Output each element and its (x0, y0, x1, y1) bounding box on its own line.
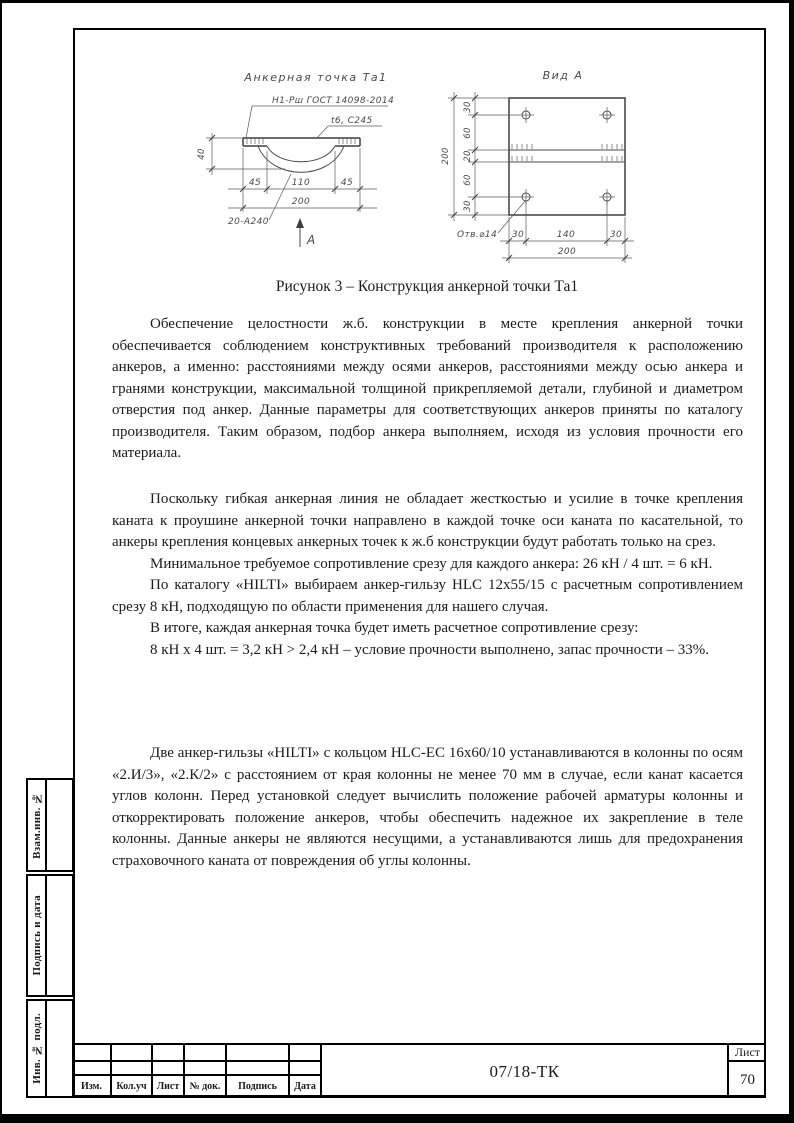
document-code: 07/18-ТК (489, 1061, 560, 1081)
plate-face (509, 98, 625, 215)
margin-box-label-col (28, 780, 47, 870)
paragraph: Поскольку гибкая анкерная линия не обладает жесткостью и усилие в точке крепления каната к проушине анкерной точки направлено в каждой точке оси каната по касательной, то анкеры крепления концевых анкерных точек к ж.б конструкции будут работать только на срез. (112, 491, 743, 550)
col-koluch: Кол.уч (112, 1076, 153, 1096)
margin-box-label-col (28, 1001, 47, 1096)
rebar-loop (258, 146, 344, 172)
dim-v-200: 200 (441, 147, 451, 165)
dim-v-30b: 30 (463, 200, 473, 212)
dim-h-140: 140 (556, 230, 576, 240)
hole-spec-label: Отв.⌀14 (457, 230, 498, 240)
dim-45-left: 45 (248, 178, 262, 188)
col-izm: Изм. (73, 1076, 112, 1096)
dim-200: 200 (291, 197, 311, 207)
revision-row-empty (73, 1045, 322, 1062)
paragraph: По каталогу «HILTI» выбираем анкер-гильзу HLC 12х55/15 с расчетным сопротивлением срезу 8 кН, подходящую по области применения для нашего случая. (112, 577, 743, 615)
dim-h-30a: 30 (511, 230, 525, 240)
view-a-drawing (432, 63, 684, 268)
paragraph: Две анкер-гильзы «HILTI» с кольцом HLC-EC 16х60/10 устанавливаются в колонны по осям «2.И/3», «2.К/2» с расстоянием от края колонны не менее 70 мм в случае, если канат касается углов колонн. Перед установкой следует вычислить положение рабочей арматуры колонны и откорректировать положение анкеров, чтобы обеспечить надежное их закрепление в теле колонны. Данные анкеры не являются несущими, а устанавливаются лишь для предохранения страховочного каната от повреждения об углы колонны. (112, 745, 743, 869)
margin-box-vzam-inv (26, 778, 74, 872)
rebar-spec-label: 20-А240 (228, 217, 269, 227)
left-drawing-title: Анкерная точка Та1 (244, 71, 388, 84)
dim-45-right: 45 (340, 178, 354, 188)
margin-box-podpis-data (26, 874, 74, 997)
paragraph-block-3 (112, 743, 743, 872)
col-list: Лист (153, 1076, 185, 1096)
col-data: Дата (290, 1076, 322, 1096)
anchor-point-ta1-drawing (190, 63, 418, 258)
margin-box-inv-podl (26, 999, 74, 1098)
dim-v-30a: 30 (463, 101, 473, 113)
view-arrow (296, 218, 304, 247)
title-block (73, 1043, 766, 1098)
dim-v-60b: 60 (463, 174, 473, 186)
col-podpis: Подпись (227, 1076, 290, 1096)
title-block-revision-table (73, 1045, 322, 1098)
dim-h-30b: 30 (609, 230, 623, 240)
dim-depth-lines (206, 133, 285, 175)
podpis-data-label: Подпись и дата (30, 895, 43, 976)
paragraph-block-1 (112, 314, 743, 465)
weld-lines (509, 150, 625, 162)
anchor-holes (522, 111, 611, 201)
weld-spec-label: Н1-Рш ГОСТ 14098-2014 (272, 96, 395, 106)
sheet-label: Лист (729, 1045, 766, 1062)
paragraph: Минимальное требуемое сопротивление срезу для каждого анкера: 26 кН / 4 шт. = 6 кН. (150, 555, 713, 572)
plate-outline (243, 138, 360, 146)
figure-caption: Рисунок 3 – Конструкция анкерной точки Та1 (275, 278, 579, 295)
paragraph: В итоге, каждая анкерная точка будет иметь расчетное сопротивление срезу: (150, 620, 639, 636)
paragraph: 8 кН х 4 шт. = 3,2 кН > 2,4 кН – условие прочности выполнено, запас прочности – 33%. (150, 641, 709, 658)
revision-row-empty (73, 1062, 322, 1076)
paragraph: Обеспечение целостности ж.б. конструкции в месте крепления анкерной точки обеспечивается соблюдением конструктивных требований производителя к расположению анкеров, а именно: расстояниями между осями анкеров, расстояниями между осью анкера и гранями конструкции, максимальной толщиной прикрепляемой детали, глубиной и диаметром отверстия под анкер. Данные параметры для соответствующих анкеров приняты по каталогу производителя. Таким образом, подбор анкера выполняем, исходя из условия прочности его материала. (112, 316, 743, 461)
dim-v-60a: 60 (463, 127, 473, 139)
dim-v-20: 20 (463, 150, 473, 162)
hole-crosshairs (518, 107, 615, 205)
dim-h-200: 200 (557, 247, 577, 257)
vzam-inv-label: Взам.инв. № (30, 791, 43, 859)
inv-podl-label: Инв. № подл. (30, 1013, 43, 1084)
dim-depth-label: 40 (197, 148, 207, 160)
plate-spec-label: t6, С245 (331, 116, 373, 126)
right-drawing-title: Вид А (542, 69, 584, 82)
sheet-cell (727, 1045, 766, 1098)
revision-header-row (73, 1076, 322, 1096)
hatch-ticks (247, 139, 355, 144)
margin-box-label-col (28, 876, 47, 995)
dim-110: 110 (291, 178, 311, 188)
paragraph-block-2 (112, 489, 743, 661)
sheet-number: 70 (740, 1071, 755, 1088)
col-dok: № док. (185, 1076, 227, 1096)
weld-ticks (512, 144, 622, 161)
view-arrow-label: А (307, 233, 316, 247)
